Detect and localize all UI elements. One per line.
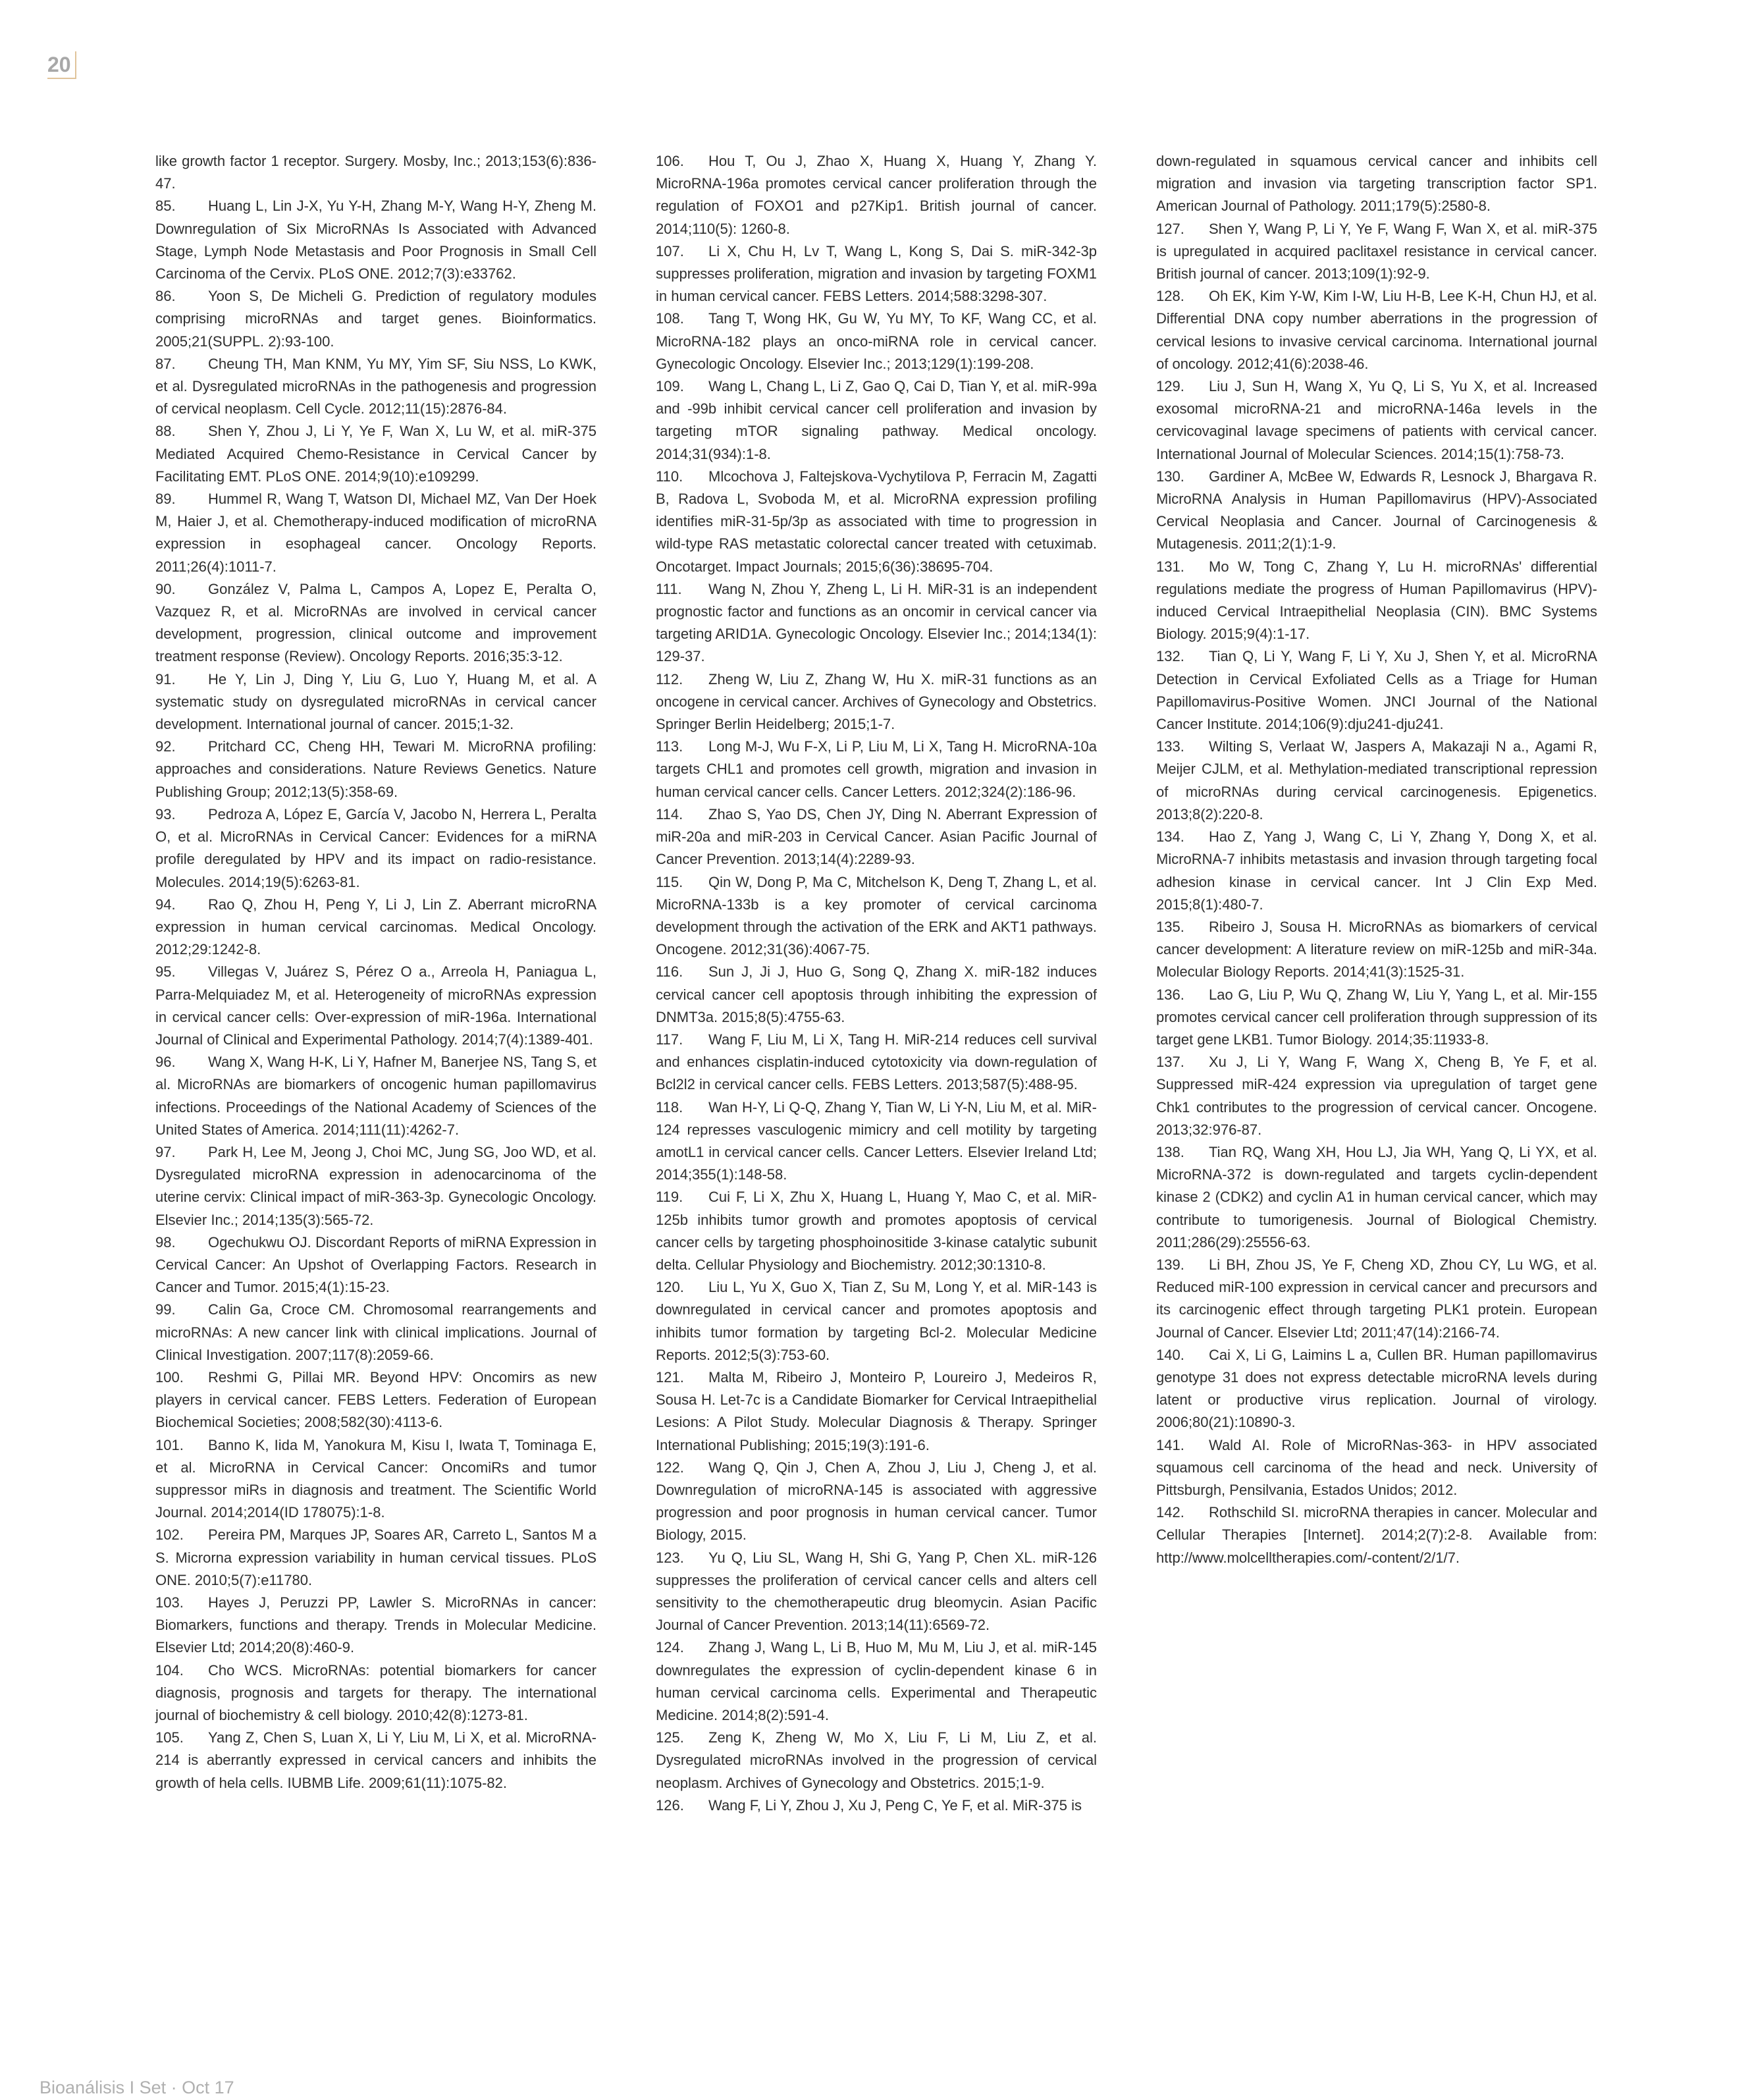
reference-number: 87. xyxy=(155,355,176,372)
reference-entry xyxy=(656,240,1097,308)
reference-entry xyxy=(155,1051,597,1141)
reference-entry xyxy=(155,1141,597,1231)
reference-text: Liu L, Yu X, Guo X, Tian Z, Su M, Long Y, et al. MiR-143 is downregulated in cervical cancer and promotes apoptosis and inhibits tumor formation by targeting Bcl-2. Molecular Medicine Reports. 2012;5(3):753-60. xyxy=(656,1279,1097,1363)
reference-entry xyxy=(155,1727,597,1794)
reference-text: Reshmi G, Pillai MR. Beyond HPV: Oncomirs as new players in cervical cancer. FEBS Letters. Federation of European Biochemical Societies; 2008;582(30):4113-6. xyxy=(155,1368,597,1431)
reference-entry xyxy=(656,578,1097,668)
reference-text: Tang T, Wong HK, Gu W, Yu MY, To KF, Wang CC, et al. MicroRNA-182 plays an onco-miRNA role in cervical cancer. Gynecologic Oncology. Elsevier Inc.; 2013;129(1):199-208. xyxy=(656,310,1097,372)
reference-text: Yang Z, Chen S, Luan X, Li Y, Liu M, Li X, et al. MicroRNA-214 is aberrantly expressed in cervical cancers and inhibits the growth of hela cells. IUBMB Life. 2009;61(11):1075-82. xyxy=(155,1729,597,1791)
reference-text: Wang F, Liu M, Li X, Tang H. MiR-214 reduces cell survival and enhances cisplatin-induced cytotoxicity via down-regulation of Bcl2l2 in cervical cancer cells. FEBS Letters. 2013;587(5):488-95. xyxy=(656,1031,1097,1093)
reference-entry xyxy=(656,466,1097,578)
reference-entry xyxy=(155,668,597,736)
reference-number: 133. xyxy=(1156,738,1184,755)
reference-number: 108. xyxy=(656,310,684,327)
reference-entry xyxy=(1156,1254,1597,1344)
reference-entry xyxy=(1156,1434,1597,1502)
reference-text: Zhang J, Wang L, Li B, Huo M, Mu M, Liu J, et al. miR-145 downregulates the expression of cyclin-dependent kinase 6 in human cervical carcinoma cells. Experimental and Therapeutic Medicine. 2014;8(2):591-4. xyxy=(656,1639,1097,1724)
reference-entry xyxy=(1156,1344,1597,1434)
page-footer: Bioanálisis I Set · Oct 17 xyxy=(40,2078,234,2097)
reference-number: 138. xyxy=(1156,1143,1184,1160)
reference-entry xyxy=(1156,285,1597,375)
reference-number: 132. xyxy=(1156,648,1184,665)
reference-text: Park H, Lee M, Jeong J, Choi MC, Jung SG, Joo WD, et al. Dysregulated microRNA expression in adenocarcinoma of the uterine cervix: Clinical impact of miR-363-3p. Gynecologic Oncology. Elsevier Inc.; 2014;135(3):565-72. xyxy=(155,1143,597,1228)
reference-entry xyxy=(1156,826,1597,916)
reference-number: 139. xyxy=(1156,1256,1184,1273)
reference-number: 126. xyxy=(656,1796,684,1814)
reference-number: 121. xyxy=(656,1368,684,1386)
reference-text: Wang L, Chang L, Li Z, Gao Q, Cai D, Tian Y, et al. miR-99a and -99b inhibit cervical cancer cell proliferation and invasion by targeting mTOR signaling pathway. Medical oncology. 2014;31(934):1-8. xyxy=(656,378,1097,462)
reference-entry xyxy=(155,353,597,421)
reference-text: Lao G, Liu P, Wu Q, Zhang W, Liu Y, Yang L, et al. Mir-155 promotes cervical cancer cell proliferation through suppression of its target gene LKB1. Tumor Biology. 2014;35:11933-8. xyxy=(1156,986,1597,1048)
reference-text: He Y, Lin J, Ding Y, Liu G, Luo Y, Huang M, et al. A systematic study on dysregulated microRNAs in cervical cancer development. International journal of cancer. 2015;1-32. xyxy=(155,670,597,733)
reference-text: Liu J, Sun H, Wang X, Yu Q, Li S, Yu X, et al. Increased exosomal microRNA-21 and microRNA-146a levels in the cervicovaginal lavage specimens of patients with cervical cancer. International Journal of Molecular Sciences. 2014;15(1):758-73. xyxy=(1156,378,1597,462)
reference-entry xyxy=(155,1231,597,1299)
reference-number: 106. xyxy=(656,153,684,169)
reference-entry xyxy=(155,894,597,961)
reference-text: Pritchard CC, Cheng HH, Tewari M. MicroRNA profiling: approaches and considerations. Nature Reviews Genetics. Nature Publishing Group; 2012;13(5):358-69. xyxy=(155,738,597,800)
reference-text: Shen Y, Wang P, Li Y, Ye F, Wang F, Wan X, et al. miR-375 is upregulated in acquired paclitaxel resistance in cervical cancer. British journal of cancer. 2013;109(1):92-9. xyxy=(1156,220,1597,283)
reference-number: 130. xyxy=(1156,468,1184,485)
reference-number: 141. xyxy=(1156,1436,1184,1453)
reference-number: 123. xyxy=(656,1549,684,1566)
reference-entry xyxy=(155,1366,597,1434)
reference-entry xyxy=(155,1524,597,1592)
reference-text: Cho WCS. MicroRNAs: potential biomarkers for cancer diagnosis, prognosis and targets for therapy. The international journal of biochemistry & cell biology. 2010;42(8):1273-81. xyxy=(155,1661,597,1724)
reference-number: 94. xyxy=(155,896,176,913)
reference-entry xyxy=(155,1299,597,1366)
reference-number: 107. xyxy=(656,242,684,259)
reference-number: 113. xyxy=(656,738,683,755)
reference-number: 97. xyxy=(155,1143,176,1160)
reference-number: 134. xyxy=(1156,828,1184,846)
reference-number: 88. xyxy=(155,423,176,440)
reference-text: Zheng W, Liu Z, Zhang W, Hu X. miR-31 functions as an oncogene in cervical cancer. Archives of Gynecology and Obstetrics. Springer Berlin Heidelberg; 2015;1-7. xyxy=(656,670,1097,733)
reference-text: Wang N, Zhou Y, Zheng L, Li H. MiR-31 is an independent prognostic factor and functions as an oncomir in cervical cancer via targeting ARID1A. Gynecologic Oncology. Elsevier Inc.; 2014;134(1): 129-37. xyxy=(656,580,1097,665)
reference-entry xyxy=(155,1659,597,1727)
reference-entry xyxy=(656,1636,1097,1727)
reference-text: Zeng K, Zheng W, Mo X, Liu F, Li M, Liu Z, et al. Dysregulated microRNAs involved in the progression of cervical neoplasm. Archives of Gynecology and Obstetrics. 2015;1-9. xyxy=(656,1729,1097,1791)
reference-entry xyxy=(155,150,597,195)
reference-number: 90. xyxy=(155,580,176,597)
reference-number: 135. xyxy=(1156,918,1184,935)
reference-entry xyxy=(656,1457,1097,1547)
reference-number: 137. xyxy=(1156,1054,1184,1071)
reference-number: 86. xyxy=(155,288,176,305)
reference-entry xyxy=(155,736,597,803)
reference-text: Calin Ga, Croce CM. Chromosomal rearrangements and microRNAs: A new cancer link with clinical implications. Journal of Clinical Investigation. 2007;117(8):2059-66. xyxy=(155,1301,597,1363)
reference-text: González V, Palma L, Campos A, Lopez E, Peralta O, Vazquez R, et al. MicroRNAs are involved in cervical cancer development, progression, clinical outcome and improvement treatment response (Review). Oncology Reports. 2016;35:3-12. xyxy=(155,580,597,665)
reference-number: 92. xyxy=(155,738,176,755)
reference-text: like growth factor 1 receptor. Surgery. Mosby, Inc.; 2013;153(6):836-47. xyxy=(155,153,597,192)
reference-number: 103. xyxy=(155,1594,184,1611)
reference-number: 127. xyxy=(1156,220,1184,237)
reference-text: Mlcochova J, Faltejskova-Vychytilova P, Ferracin M, Zagatti B, Radova L, Svoboda M, et al. MicroRNA expression profiling identifies miR-31-5p/3p as associated with time to progression in wild-type RAS metastatic colorectal cancer treated with cetuximab. Oncotarget. Impact Journals; 2015;6(36):38695-704. xyxy=(656,468,1097,575)
reference-number: 105. xyxy=(155,1729,184,1746)
reference-entry xyxy=(155,803,597,894)
reference-number: 131. xyxy=(1156,558,1184,575)
reference-text: Wan H-Y, Li Q-Q, Zhang Y, Tian W, Li Y-N, Liu M, et al. MiR-124 represses vasculogenic mimicry and cell motility by targeting amotL1 in cervical cancer cells. Cancer Letters. Elsevier Ireland Ltd; 2014;355(1):148-58. xyxy=(656,1098,1097,1183)
reference-text: Pereira PM, Marques JP, Soares AR, Carreto L, Santos M a S. Microrna expression variability in human cervical tissues. PLoS ONE. 2010;5(7):e11780. xyxy=(155,1526,597,1588)
reference-number: 95. xyxy=(155,963,176,981)
reference-text: Mo W, Tong C, Zhang Y, Lu H. microRNAs' differential regulations mediate the progress of Human Papillomavirus (HPV)-induced Cervical Intraepithelial Neoplasia (CIN). BMC Systems Biology. 2015;9(4):1-17. xyxy=(1156,558,1597,643)
reference-text: Huang L, Lin J-X, Yu Y-H, Zhang M-Y, Wang H-Y, Zheng M. Downregulation of Six MicroRNAs Is Associated with Advanced Stage, Lymph Node Metastasis and Poor Prognosis in Small Cell Carcinoma of the Cervix. PLoS ONE. 2012;7(3):e33762. xyxy=(155,198,597,283)
reference-entry xyxy=(656,1096,1097,1187)
reference-entry xyxy=(656,1794,1097,1817)
reference-entry xyxy=(1156,736,1597,826)
reference-number: 98. xyxy=(155,1233,176,1251)
reference-entry xyxy=(656,736,1097,803)
reference-entry xyxy=(656,668,1097,736)
reference-text: Sun J, Ji J, Huo G, Song Q, Zhang X. miR-182 induces cervical cancer cell apoptosis through inhibiting the expression of DNMT3a. 2015;8(5):4755-63. xyxy=(656,963,1097,1025)
reference-number: 89. xyxy=(155,491,176,508)
reference-text: Zhao S, Yao DS, Chen JY, Ding N. Aberrant Expression of miR-20a and miR-203 in Cervical Cancer. Asian Pacific Journal of Cancer Prevention. 2013;14(4):2289-93. xyxy=(656,805,1097,868)
reference-number: 93. xyxy=(155,805,176,822)
reference-entry xyxy=(155,961,597,1051)
reference-entry xyxy=(656,308,1097,375)
page-number: 20 xyxy=(47,51,76,79)
reference-number: 120. xyxy=(656,1279,684,1296)
reference-entry xyxy=(656,871,1097,961)
reference-column-1 xyxy=(155,150,597,1794)
reference-entry xyxy=(1156,984,1597,1052)
reference-text: Li BH, Zhou JS, Ye F, Cheng XD, Zhou CY, Lu WG, et al. Reduced miR-100 expression in cervical cancer and precursors and its carcinogenic effect through targeting PLK1 protein. European Journal of Cancer. Elsevier Ltd; 2011;47(14):2166-74. xyxy=(1156,1256,1597,1341)
reference-entry xyxy=(656,1276,1097,1366)
reference-number: 118. xyxy=(656,1098,683,1116)
reference-text: Shen Y, Zhou J, Li Y, Ye F, Wan X, Lu W, et al. miR-375 Mediated Acquired Chemo-Resistance in Cervical Cancer by Facilitating EMT. PLoS ONE. 2014;9(10):e109299. xyxy=(155,423,597,485)
reference-text: Wald AI. Role of MicroRNas-363- in HPV associated squamous cell carcinoma of the head and neck. University of Pittsburgh, Pensilvania, Estados Unidos; 2012. xyxy=(1156,1436,1597,1498)
reference-number: 101. xyxy=(155,1436,184,1453)
reference-number: 96. xyxy=(155,1054,176,1071)
reference-text: Qin W, Dong P, Ma C, Mitchelson K, Deng T, Zhang L, et al. MicroRNA-133b is a key promoter of cervical carcinoma development through the activation of the ERK and AKT1 pathways. Oncogene. 2012;31(36):4067-75. xyxy=(656,873,1097,958)
reference-text: Wang F, Li Y, Zhou J, Xu J, Peng C, Ye F, et al. MiR-375 is xyxy=(708,1796,1082,1814)
reference-text: Yoon S, De Micheli G. Prediction of regulatory modules comprising microRNAs and target genes. Bioinformatics. 2005;21(SUPPL. 2):93-100. xyxy=(155,288,597,350)
reference-text: Ribeiro J, Sousa H. MicroRNAs as biomarkers of cervical cancer development: A literature review on miR-125b and miR-34a. Molecular Biology Reports. 2014;41(3):1525-31. xyxy=(1156,918,1597,981)
reference-entry xyxy=(656,1366,1097,1457)
reference-entry xyxy=(1156,218,1597,286)
reference-entry xyxy=(1156,466,1597,556)
reference-text: Rothschild SI. microRNA therapies in cancer. Molecular and Cellular Therapies [Internet]. 2014;2(7):2-8. Available from: http://www.molcelltherapies.com/-content/2/1/7. xyxy=(1156,1504,1597,1566)
reference-entry xyxy=(1156,645,1597,736)
reference-text: Hayes J, Peruzzi PP, Lawler S. MicroRNAs in cancer: Biomarkers, functions and therapy. Trends in Molecular Medicine. Elsevier Ltd; 2014;20(8):460-9. xyxy=(155,1594,597,1656)
reference-text: Malta M, Ribeiro J, Monteiro P, Loureiro J, Medeiros R, Sousa H. Let-7c is a Candidate Biomarker for Cervical Intraepithelial Lesions: A Pilot Study. Molecular Diagnosis & Therapy. Springer International Publishing; 2015;19(3):191-6. xyxy=(656,1368,1097,1453)
reference-number: 122. xyxy=(656,1459,684,1476)
reference-number: 111. xyxy=(656,580,682,597)
reference-number: 119. xyxy=(656,1189,683,1206)
reference-text: Cai X, Li G, Laimins L a, Cullen BR. Human papillomavirus genotype 31 does not express detectable microRNA levels during latent or productive virus replication. Journal of virology. 2006;80(21):10890-3. xyxy=(1156,1346,1597,1431)
reference-entry xyxy=(1156,1501,1597,1569)
reference-entry xyxy=(155,1592,597,1659)
reference-entry xyxy=(155,1434,597,1524)
reference-number: 85. xyxy=(155,198,176,215)
reference-number: 109. xyxy=(656,378,684,395)
reference-entry xyxy=(155,578,597,668)
reference-number: 125. xyxy=(656,1729,684,1746)
reference-entry xyxy=(1156,1141,1597,1254)
reference-number: 104. xyxy=(155,1661,184,1679)
reference-text: Xu J, Li Y, Wang F, Wang X, Cheng B, Ye F, et al. Suppressed miR-424 expression via upregulation of target gene Chk1 contributes to the progression of cervical cancer. Oncogene. 2013;32:976-87. xyxy=(1156,1054,1597,1138)
reference-text: Hao Z, Yang J, Wang C, Li Y, Zhang Y, Dong X, et al. MicroRNA-7 inhibits metastasis and invasion through targeting focal adhesion kinase in cervical cancer. Int J Clin Exp Med. 2015;8(1):480-7. xyxy=(1156,828,1597,913)
reference-text: Ogechukwu OJ. Discordant Reports of miRNA Expression in Cervical Cancer: An Upshot of Overlapping Factors. Research in Cancer and Tumor. 2015;4(1):15-23. xyxy=(155,1233,597,1296)
reference-entry xyxy=(155,420,597,488)
reference-entry xyxy=(1156,150,1597,218)
reference-entry xyxy=(656,150,1097,240)
reference-text: Hou T, Ou J, Zhao X, Huang X, Huang Y, Zhang Y. MicroRNA-196a promotes cervical cancer proliferation through the regulation of FOXO1 and p27Kip1. British journal of cancer. 2014;110(5): 1260-8. xyxy=(656,153,1097,237)
reference-text: Hummel R, Wang T, Watson DI, Michael MZ, Van Der Hoek M, Haier J, et al. Chemotherapy-induced modification of microRNA expression in esophageal cancer. Oncology Reports. 2011;26(4):1011-7. xyxy=(155,491,597,575)
reference-number: 142. xyxy=(1156,1504,1184,1521)
reference-text: Wilting S, Verlaat W, Jaspers A, Makazaji N a., Agami R, Meijer CJLM, et al. Methylation-mediated transcriptional repression of microRNAs during cervical carcinogenesis. Epigenetics. 2013;8(2):220-8. xyxy=(1156,738,1597,822)
reference-number: 114. xyxy=(656,805,683,822)
reference-entry xyxy=(155,195,597,285)
reference-entry xyxy=(656,803,1097,871)
reference-number: 116. xyxy=(656,963,683,981)
reference-text: Wang X, Wang H-K, Li Y, Hafner M, Banerjee NS, Tang S, et al. MicroRNAs are biomarkers of oncogenic human papillomavirus infections. Proceedings of the National Academy of Sciences of the United States of America. 2014;111(11):4262-7. xyxy=(155,1054,597,1138)
reference-entry xyxy=(155,285,597,353)
reference-number: 91. xyxy=(155,670,176,687)
reference-entry xyxy=(656,1186,1097,1276)
reference-column-2 xyxy=(656,150,1097,1817)
reference-text: Banno K, Iida M, Yanokura M, Kisu I, Iwata T, Tominaga E, et al. MicroRNA in Cervical Cancer: OncomiRs and tumor suppressor miRs in diagnosis and treatment. The Scientific World Journal. 2014;2014(ID 178075):1-8. xyxy=(155,1436,597,1521)
reference-text: Gardiner A, McBee W, Edwards R, Lesnock J, Bhargava R. MicroRNA Analysis in Human Papillomavirus (HPV)-Associated Cervical Neoplasia and Cancer. Journal of Carcinogenesis & Mutagenesis. 2011;2(1):1-9. xyxy=(1156,468,1597,552)
reference-number: 110. xyxy=(656,468,683,485)
reference-text: down-regulated in squamous cervical cancer and inhibits cell migration and invasion via targeting transcription factor SP1. American Journal of Pathology. 2011;179(5):2580-8. xyxy=(1156,153,1597,215)
reference-text: Li X, Chu H, Lv T, Wang L, Kong S, Dai S. miR-342-3p suppresses proliferation, migration and invasion by targeting FOXM1 in human cervical cancer. FEBS Letters. 2014;588:3298-307. xyxy=(656,242,1097,305)
reference-entry xyxy=(656,1727,1097,1794)
reference-entry xyxy=(656,961,1097,1029)
reference-entry xyxy=(1156,1051,1597,1141)
reference-number: 140. xyxy=(1156,1346,1184,1363)
reference-number: 128. xyxy=(1156,288,1184,305)
reference-text: Long M-J, Wu F-X, Li P, Liu M, Li X, Tang H. MicroRNA-10a targets CHL1 and promotes cell growth, migration and invasion in human cervical cancer cells. Cancer Letters. 2012;324(2):186-96. xyxy=(656,738,1097,800)
reference-entry xyxy=(1156,375,1597,466)
reference-text: Tian Q, Li Y, Wang F, Li Y, Xu J, Shen Y, et al. MicroRNA Detection in Cervical Exfoliated Cells as a Triage for Human Papillomavirus-Positive Women. JNCI Journal of the National Cancer Institute. 2014;106(9):dju241-dju241. xyxy=(1156,648,1597,733)
reference-entry xyxy=(1156,916,1597,984)
reference-text: Wang Q, Qin J, Chen A, Zhou J, Liu J, Cheng J, et al. Downregulation of microRNA-145 is associated with aggressive progression and poor prognosis in human cervical cancer. Tumor Biology, 2015. xyxy=(656,1459,1097,1544)
reference-entry xyxy=(656,1029,1097,1096)
reference-text: Rao Q, Zhou H, Peng Y, Li J, Lin Z. Aberrant microRNA expression in human cervical carcinomas. Medical Oncology. 2012;29:1242-8. xyxy=(155,896,597,958)
reference-number: 117. xyxy=(656,1031,683,1048)
reference-number: 99. xyxy=(155,1301,176,1318)
reference-entry xyxy=(656,1547,1097,1637)
reference-text: Oh EK, Kim Y-W, Kim I-W, Liu H-B, Lee K-H, Chun HJ, et al. Differential DNA copy number aberrations in the progression of cervical lesions to invasive cervical carcinoma. International journal of oncology. 2012;41(6):2038-46. xyxy=(1156,288,1597,372)
reference-text: Pedroza A, López E, García V, Jacobo N, Herrera L, Peralta O, et al. MicroRNAs in Cervical Cancer: Evidences for a miRNA profile deregulated by HPV and its impact on radio-resistance. Molecules. 2014;19(5):6263-81. xyxy=(155,805,597,890)
reference-number: 102. xyxy=(155,1526,184,1544)
reference-number: 129. xyxy=(1156,378,1184,395)
reference-entry xyxy=(656,375,1097,466)
reference-text: Tian RQ, Wang XH, Hou LJ, Jia WH, Yang Q, Li YX, et al. MicroRNA-372 is down-regulated and targets cyclin-dependent kinase 2 (CDK2) and cyclin A1 in human cervical cancer, which may contribute to tumorigenesis. Journal of Biological Chemistry. 2011;286(29):25556-63. xyxy=(1156,1143,1597,1251)
reference-entry xyxy=(155,488,597,578)
reference-column-3 xyxy=(1156,150,1597,1569)
reference-text: Villegas V, Juárez S, Pérez O a., Arreola H, Paniagua L, Parra-Melquiadez M, et al. Heterogeneity of microRNAs expression in cervical cancer cells: Over-expression of miR-196a. International Journal of Clinical and Experimental Pathology. 2014;7(4):1389-401. xyxy=(155,963,597,1048)
reference-number: 124. xyxy=(656,1639,684,1656)
reference-entry xyxy=(1156,556,1597,646)
reference-number: 136. xyxy=(1156,986,1184,1003)
reference-number: 100. xyxy=(155,1368,184,1386)
reference-number: 115. xyxy=(656,873,683,890)
reference-text: Yu Q, Liu SL, Wang H, Shi G, Yang P, Chen XL. miR-126 suppresses the proliferation of cervical cancer cells and alters cell sensitivity to the chemotherapeutic drug bleomycin. Asian Pacific Journal of Cancer Prevention. 2013;14(11):6569-72. xyxy=(656,1549,1097,1634)
reference-number: 112. xyxy=(656,670,683,687)
reference-text: Cui F, Li X, Zhu X, Huang L, Huang Y, Mao C, et al. MiR-125b inhibits tumor growth and promotes apoptosis of cervical cancer cells by targeting phosphoinositide 3-kinase catalytic subunit delta. Cellular Physiology and Biochemistry. 2012;30:1310-8. xyxy=(656,1189,1097,1273)
reference-text: Cheung TH, Man KNM, Yu MY, Yim SF, Siu NSS, Lo KWK, et al. Dysregulated microRNAs in the pathogenesis and progression of cervical neoplasm. Cell Cycle. 2012;11(15):2876-84. xyxy=(155,355,597,417)
